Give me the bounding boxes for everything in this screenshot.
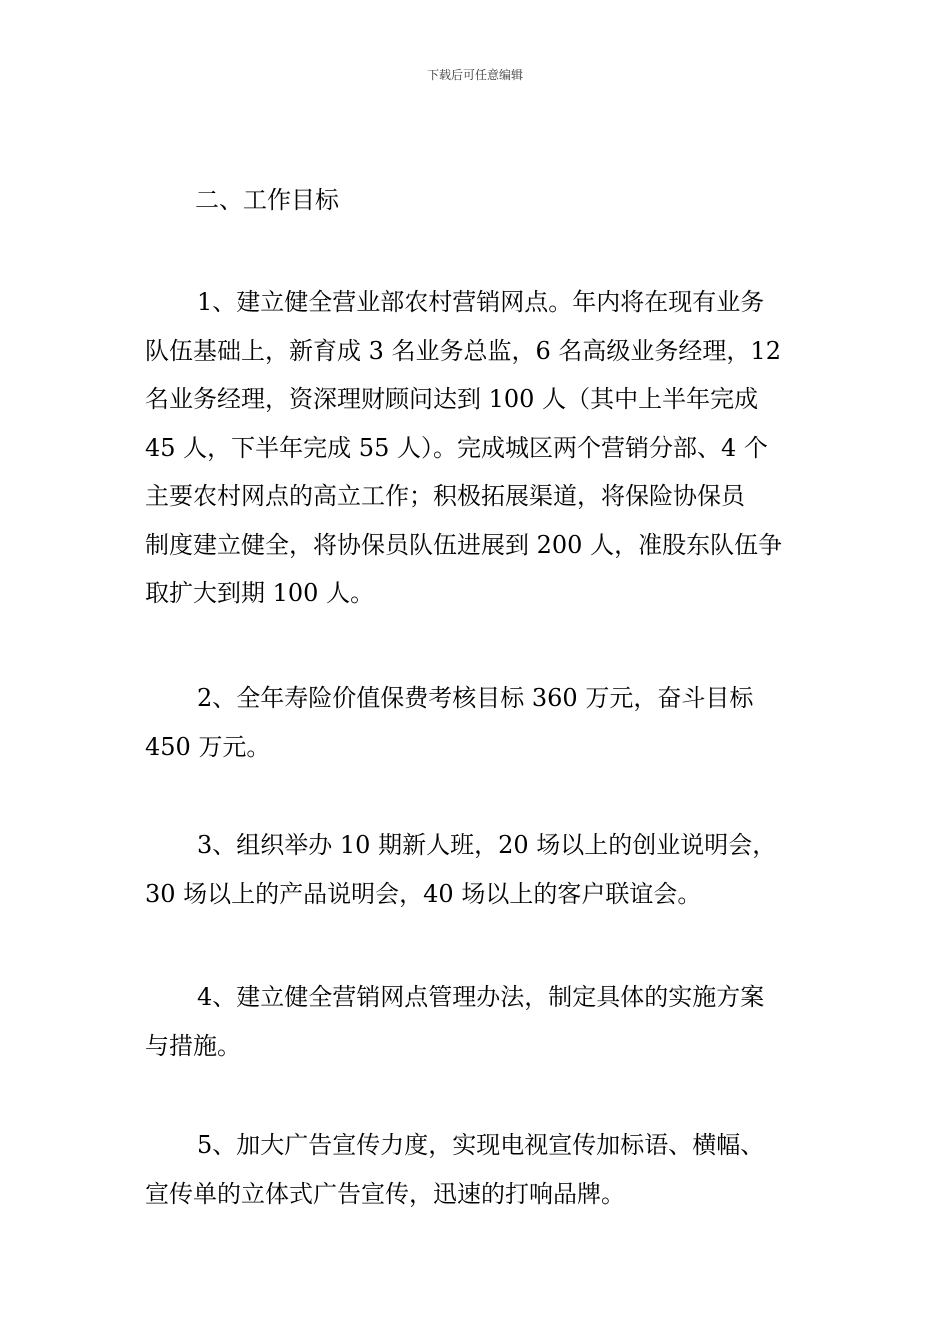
paragraph-line: 名业务经理，资深理财顾问达到 100 人（其中上半年完成	[145, 385, 759, 413]
paragraph-line: 1、建立健全营业部农村营销网点。年内将在现有业务	[197, 288, 765, 316]
paragraph-line: 30 场以上的产品说明会，40 场以上的客户联谊会。	[145, 879, 702, 908]
paragraph-line: 4、建立健全营销网点管理办法，制定具体的实施方案	[197, 983, 765, 1011]
paragraph-goal-4	[145, 973, 815, 1070]
header-note: 下载后可任意编辑	[426, 68, 523, 82]
paragraph-goal-5	[145, 1121, 815, 1218]
paragraph-line: 制度建立健全，将协保员队伍进展到 200 人，准股东队伍争	[145, 530, 783, 559]
paragraph-line: 3、组织举办 10 期新人班，20 场以上的创业说明会，	[197, 831, 777, 859]
paragraph-line: 与措施。	[145, 1031, 241, 1060]
paragraph-line: 5、加大广告宣传力度，实现电视宣传加标语、横幅、	[197, 1131, 765, 1159]
paragraph-line: 450 万元。	[145, 732, 271, 761]
section-heading: 二、工作目标	[195, 186, 339, 214]
paragraph-goal-1	[145, 278, 815, 618]
paragraph-line: 宣传单的立体式广告宣传，迅速的打响品牌。	[145, 1179, 625, 1208]
paragraph-goal-2	[145, 674, 815, 771]
paragraph-line: 取扩大到期 100 人。	[145, 579, 375, 607]
paragraph-goal-3	[145, 821, 815, 918]
paragraph-line: 主要农村网点的高立工作；积极拓展渠道，将保险协保员	[145, 482, 745, 510]
paragraph-line: 2、全年寿险价值保费考核目标 360 万元，奋斗目标	[197, 684, 754, 712]
paragraph-line: 队伍基础上，新育成 3 名业务总监，6 名高级业务经理，12	[145, 336, 781, 365]
paragraph-line: 45 人，下半年完成 55 人）。完成城区两个营销分部、4 个	[145, 433, 768, 462]
